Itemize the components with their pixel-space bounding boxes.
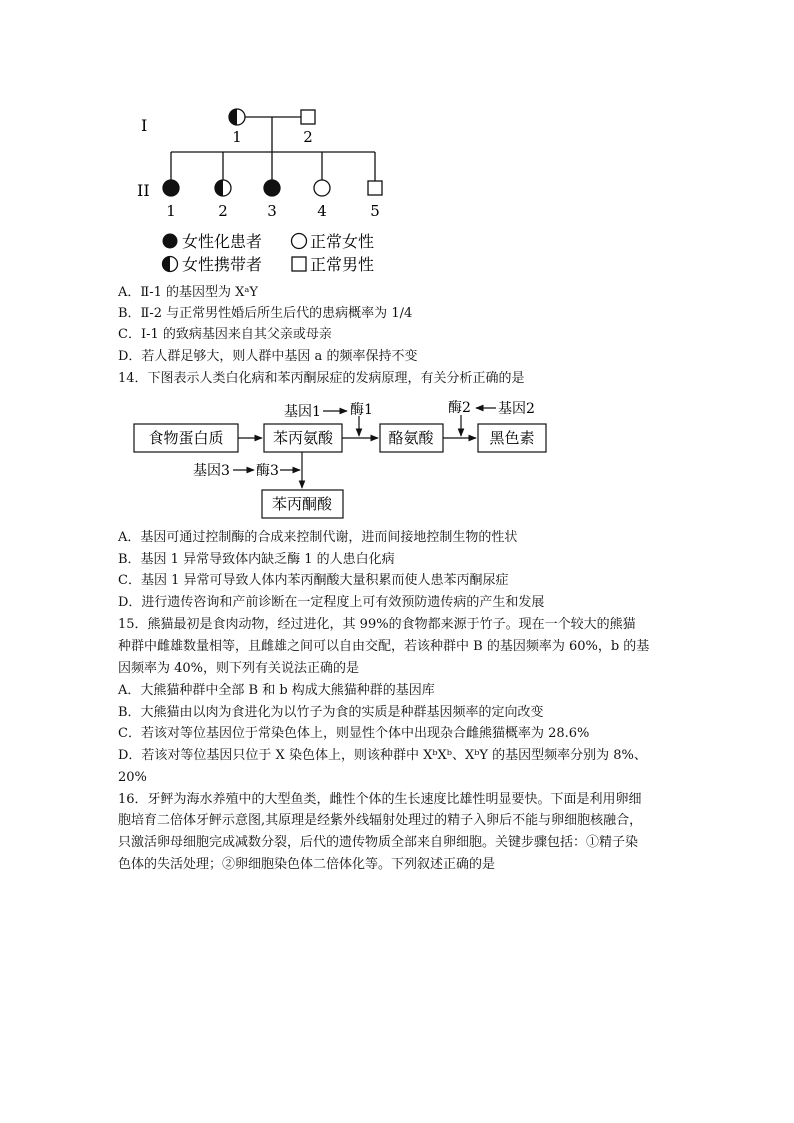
box-food-protein-label: 食物蛋白质	[148, 429, 224, 447]
pedigree-II-5-number: 5	[370, 202, 380, 220]
q15-option-a: A．大熊猫种群中全部 B 和 b 构成大熊猫种群的基因库	[118, 683, 435, 698]
pedigree-II-2-number: 2	[218, 202, 228, 220]
q16-stem-line-3: 只激活卵母细胞完成减数分裂，后代的遗传物质全部来自卵细胞。关键步骤包括：①精子染	[118, 835, 639, 850]
q16-stem-line-4: 色体的失活处理；②卵细胞染色体二倍体化等。下列叙述正确的是	[118, 857, 496, 872]
legend-normal-male-label: 正常男性	[310, 255, 375, 274]
label-gene3: 基因3	[193, 463, 230, 479]
q15-option-c: C．若该对等位基因位于常染色体上，则显性个体中出现杂合雌熊猫概率为 28.6%	[118, 726, 590, 741]
label-gene1: 基因1	[284, 404, 321, 420]
q13-option-b: B．Ⅱ-2 与正常男性婚后所生后代的患病概率为 1/4	[118, 306, 413, 321]
q15-option-d: D．若该对等位基因只位于 X 染色体上，则该种群中 XᵇXᵇ、XᵇY 的基因型频率分别为 8%、	[118, 748, 647, 763]
q14-option-d: D．进行遗传咨询和产前诊断在一定程度上可有效预防遗传病的产生和发展	[118, 595, 545, 610]
legend-affected-female-label: 女性化患者	[182, 232, 263, 251]
pedigree-I-2-number: 2	[303, 128, 313, 146]
pedigree-II-3-number: 3	[267, 202, 277, 220]
label-enzyme3: 酶3	[256, 463, 279, 479]
legend-normal-female-label: 正常女性	[310, 232, 375, 251]
legend-carrier-female-label: 女性携带者	[182, 255, 263, 274]
q16-stem-line-2: 胞培育二倍体牙鲆示意图,其原理是经紫外线辐射处理过的精子入卵后不能与卵细胞核融合，	[118, 813, 643, 828]
label-gene2: 基因2	[498, 401, 535, 417]
q13-option-d: D．若人群足够大，则人群中基因 a 的频率保持不变	[118, 349, 418, 364]
label-enzyme1: 酶1	[350, 402, 373, 418]
label-enzyme2: 酶2	[448, 400, 471, 416]
generation-1-label: I	[141, 116, 148, 135]
box-phenylpyruvate-label: 苯丙酮酸	[271, 495, 333, 513]
generation-2-label: II	[137, 181, 150, 200]
box-tyrosine-label: 酪氨酸	[388, 429, 434, 447]
pedigree-II-4-number: 4	[317, 202, 327, 220]
box-phenylalanine-label: 苯丙氨酸	[272, 429, 334, 447]
q14-option-a: A．基因可通过控制酶的合成来控制代谢，进而间接地控制生物的性状	[118, 530, 518, 545]
q14-stem: 14．下图表示人类白化病和苯丙酮尿症的发病原理，有关分析正确的是	[118, 371, 525, 386]
q15-stem-line-3: 因频率为 40%，则下列有关说法正确的是	[118, 661, 360, 676]
box-melanin-label: 黑色素	[489, 429, 535, 447]
q13-option-c: C．I-1 的致病基因来自其父亲或母亲	[118, 327, 332, 342]
q14-option-b: B．基因 1 异常导致体内缺乏酶 1 的人患白化病	[118, 552, 395, 567]
q15-stem-line-1: 15．熊猫最初是食肉动物，经过进化，其 99%的食物都来源于竹子。现在一个较大的熊猫	[118, 617, 636, 632]
q14-option-c: C．基因 1 异常可导致人体内苯丙酮酸大量积累而使人患苯丙酮尿症	[118, 573, 509, 588]
metabolic-pathway-diagram	[0, 0, 794, 530]
q13-option-a: A．Ⅱ-1 的基因型为 XᵃY	[118, 285, 259, 300]
q16-stem-line-1: 16．牙鲆为海水养殖中的大型鱼类，雌性个体的生长速度比雄性明显要快。下面是利用卵细	[118, 792, 642, 807]
pedigree-II-1-number: 1	[166, 202, 176, 220]
q15-option-b: B．大熊猫由以肉为食进化为以竹子为食的实质是种群基因频率的定向改变	[118, 705, 544, 720]
q15-option-d-cont: 20%	[118, 770, 147, 785]
q15-stem-line-2: 种群中雌雄数量相等，且雌雄之间可以自由交配，若该种群中 B 的基因频率为 60%，b 的基	[118, 639, 650, 654]
pedigree-I-1-number: 1	[232, 128, 242, 146]
